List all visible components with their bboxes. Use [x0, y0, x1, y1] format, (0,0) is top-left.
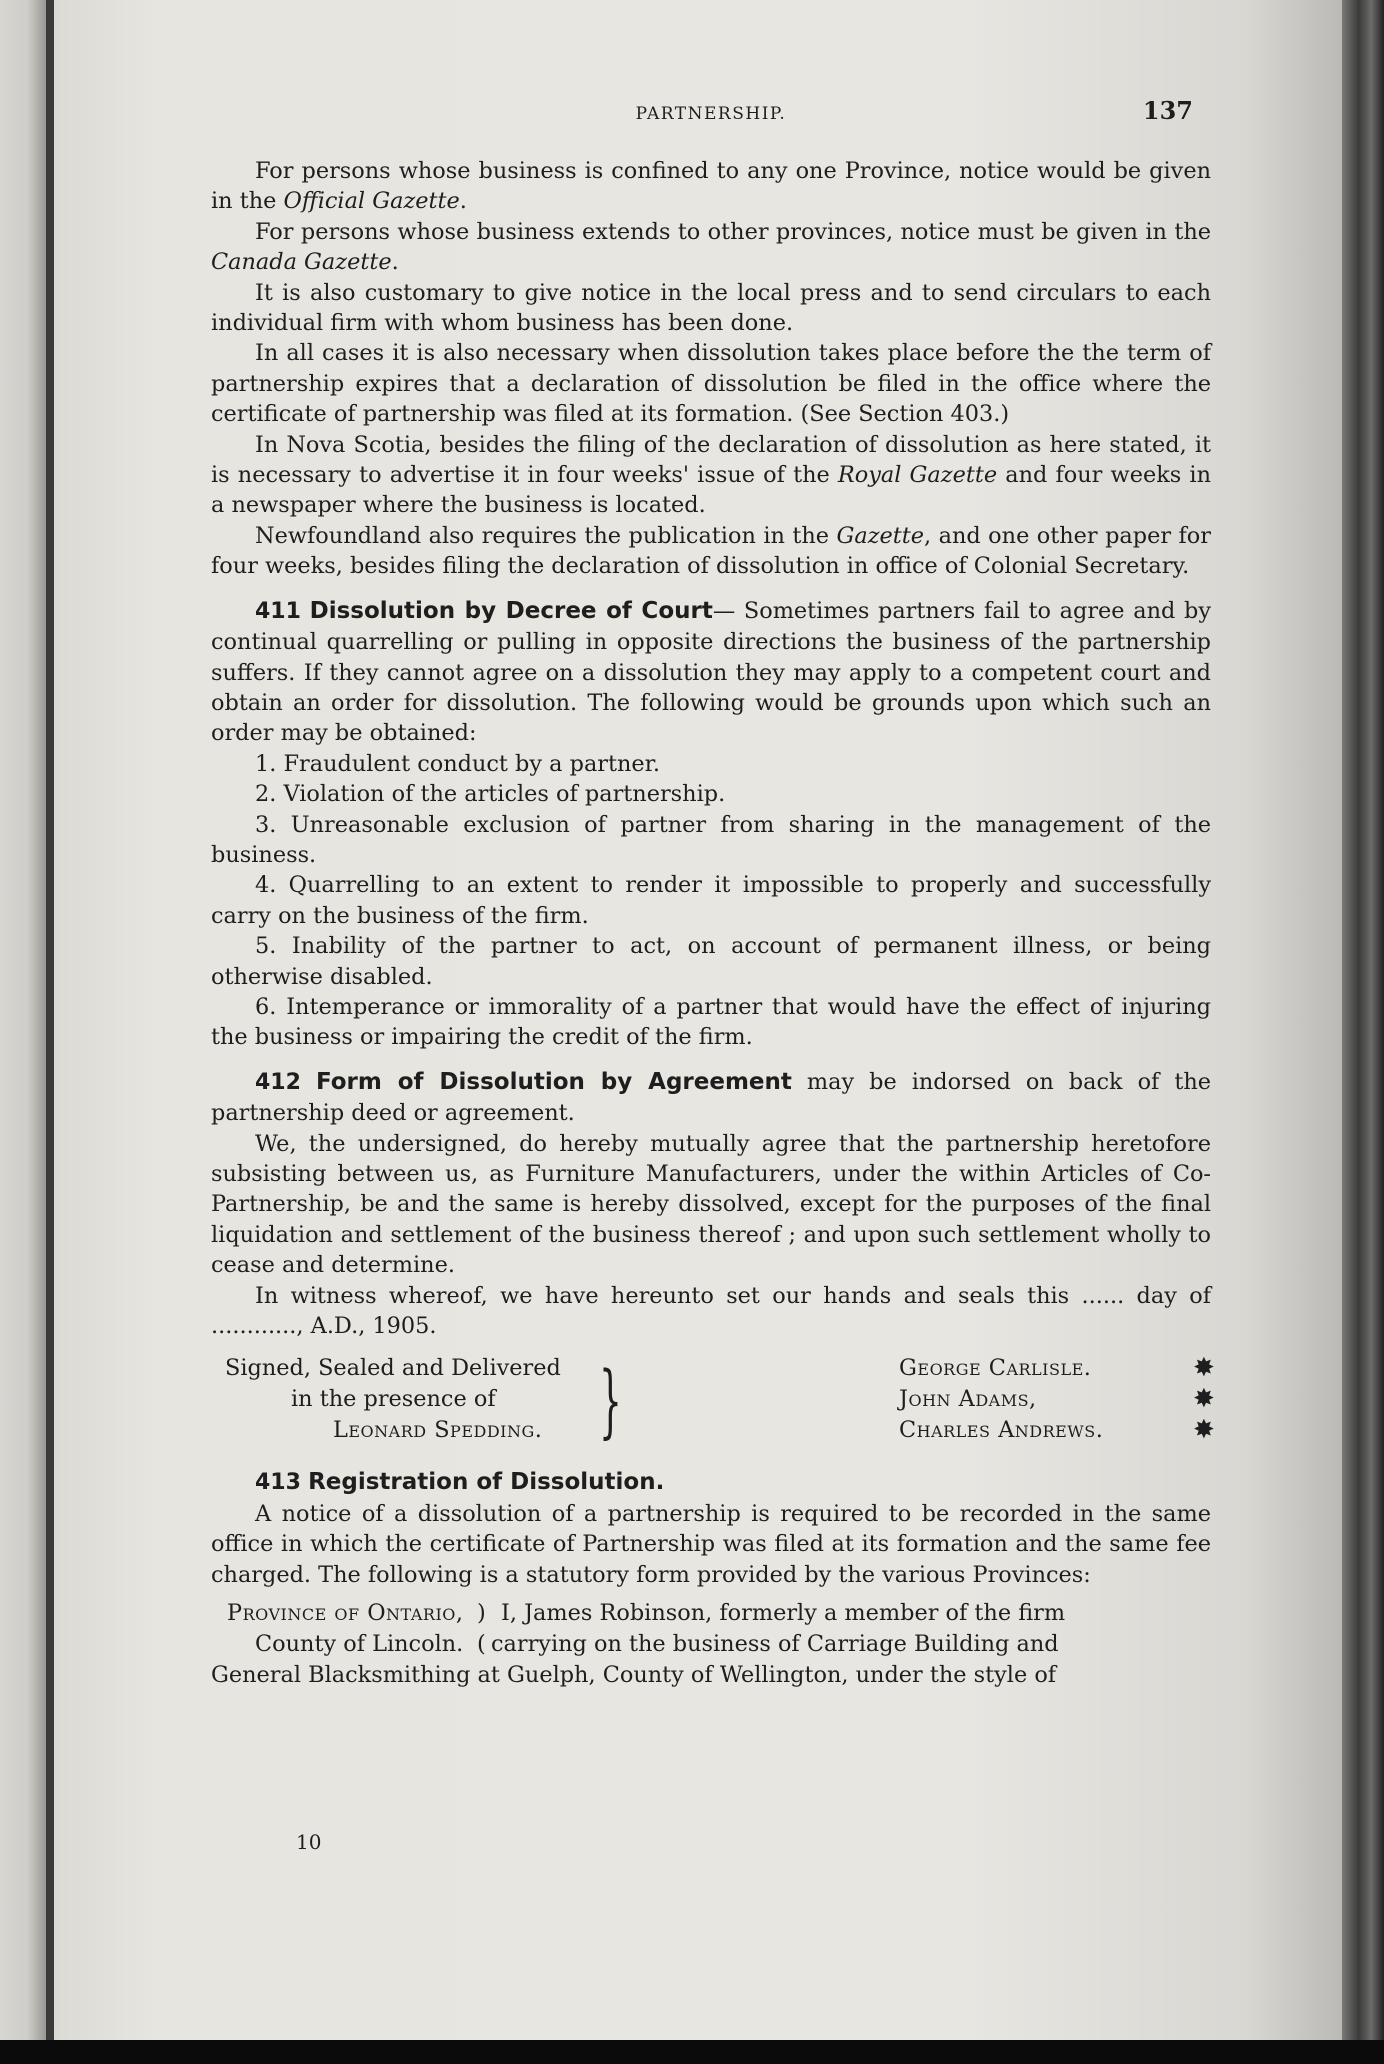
signed-line: Signed, Sealed and Delivered [225, 1355, 561, 1382]
witness-clause: In witness whereof, we have hereunto set our hands and seals this ...... day of ............, A.D., 1905. [211, 1282, 1211, 1340]
running-head-title: PARTNERSHIP. [635, 104, 787, 124]
paragraph-canada-gazette: For persons whose business extends to other provinces, notice must be given in the Canada Gazette. [211, 218, 1211, 276]
section-number: 411 [255, 598, 301, 624]
province-line: Province of Ontario, ) I, James Robinson, formerly a member of the firm [227, 1600, 1066, 1627]
book-gutter [46, 0, 54, 2040]
seal-icon: ✸ [1193, 1384, 1216, 1415]
signature-block [211, 1353, 1216, 1453]
page-body [211, 156, 1216, 1690]
paragraph-nova-scotia: In Nova Scotia, besides the filing of the declaration of dissolution as here stated, it is necessary to advertise it in four weeks' issue of the Royal Gazette and four weeks in a newspaper where the business is located. [211, 431, 1211, 519]
section-number: 413 [255, 1470, 301, 1496]
list-item: 5. Inability of the partner to act, on account of permanent illness, or being otherwise disabled. [211, 933, 1211, 990]
list-item: 4. Quarrelling to an extent to render it impossible to properly and successfully carry on the business of the firm. [211, 872, 1211, 929]
facing-page-edge [0, 0, 46, 2040]
list-item: 6. Intemperance or immorality of a partner that would have the effect of injuring the business or impairing the credit of the firm. [211, 993, 1211, 1051]
list-item: 1. Fraudulent conduct by a partner. [255, 750, 661, 777]
form-continuation: General Blacksmithing at Guelph, County of Wellington, under the style of [211, 1662, 1057, 1689]
section-number: 412 [255, 1069, 301, 1095]
grounds-list [211, 749, 1211, 1053]
section-412: 412 Form of Dissolution by Agreement may be indorsed on back of the partnership deed or agreement. [211, 1068, 1212, 1127]
section-411: 411 Dissolution by Decree of Court— Sometimes partners fail to agree and by continual quarrelling or pulling in opposite directions the business of the partnership suffers. If they cannot agree on a dissolution they may apply to a competent court and obtain an order for dissolution. The following would be grounds upon which such an order may be obtained: [211, 597, 1211, 747]
seal-icon: ✸ [1193, 1415, 1216, 1446]
signatory: John Adams, ✸ [899, 1384, 1216, 1415]
section-heading: Registration of Dissolution. [308, 1469, 665, 1496]
list-item: 2. Violation of the articles of partnership. [255, 781, 726, 808]
brace-icon: } [599, 1354, 622, 1448]
list-item: 3. Unreasonable exclusion of partner from sharing in the management of the business. [211, 811, 1211, 868]
signatory: Charles Andrews. ✸ [899, 1415, 1216, 1446]
dissolution-form-text: We, the undersigned, do hereby mutually agree that the partnership heretofore subsisting between us, as Furniture Manufacturers, under the within Articles of Co-Partnership, be and the same is hereby dissolved, except for the purposes of the final liquidation and settlement of the business thereof ; and upon such settlement wholly to cease and determine. [211, 1130, 1211, 1279]
witness-block [225, 1353, 625, 1446]
signature-mark: 10 [296, 1830, 322, 1854]
witness-name: Leonard Spedding. [333, 1417, 543, 1444]
paragraph-official-gazette: For persons whose business is confined to any one Province, notice would be given in the Official Gazette. [211, 158, 1211, 215]
paragraph-customary-notice: It is also customary to give notice in the local press and to send circulars to each individual firm with whom business has been done. [211, 279, 1211, 337]
section-heading: Dissolution by Decree of Court [309, 597, 713, 624]
registration-text: A notice of a dissolution of a partnership is required to be recorded in the same office in which the certificate of Partnership was filed at its formation and the same fee charged. The following is a statutory form provided by the various Provinces: [211, 1500, 1211, 1588]
signatories [899, 1353, 1219, 1446]
page-number: 137 [1142, 96, 1193, 125]
paragraph-declaration: In all cases it is also necessary when dissolution takes place before the the term of partnership expires that a declaration of dissolution be filed in the office where the certificate of partnership was filed at its formation. (See Section 403.) [211, 340, 1211, 428]
signatory: George Carlisle. ✸ [899, 1353, 1216, 1384]
book-edge [1342, 0, 1384, 2064]
presence-line: in the presence of [291, 1386, 496, 1413]
section-413 [211, 1467, 1211, 1498]
paragraph-newfoundland: Newfoundland also requires the publication in the Gazette, and one other paper for four weeks, besides filing the declaration of dissolution in office of Colonial Secretary. [211, 522, 1211, 580]
section-heading: Form of Dissolution by Agreement [315, 1068, 792, 1095]
bottom-border [0, 2040, 1384, 2064]
running-head [211, 96, 1211, 132]
seal-icon: ✸ [1193, 1353, 1216, 1384]
county-line: County of Lincoln. ( carrying on the business of Carriage Building and [255, 1631, 1059, 1658]
